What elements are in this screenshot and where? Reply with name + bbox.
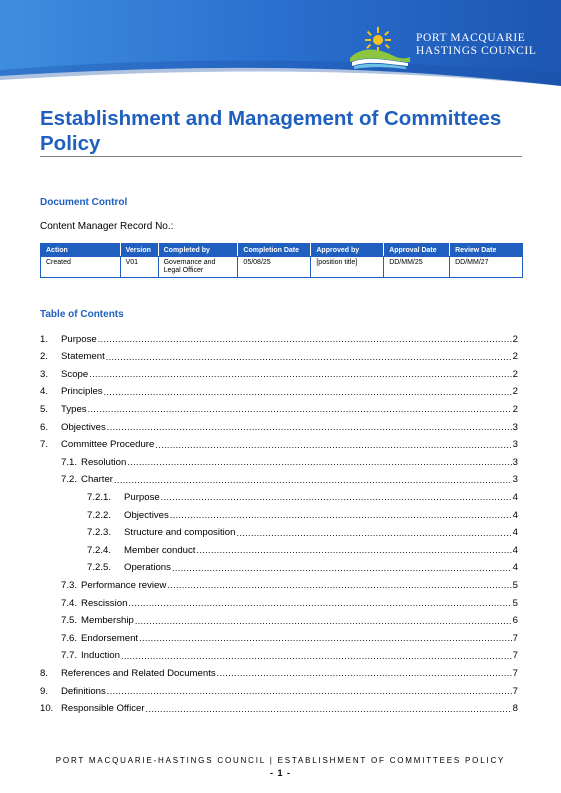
toc-entry[interactable] (40, 684, 518, 698)
toc-entry-title: Purpose (124, 491, 160, 503)
toc-entry-title: Scope (61, 368, 89, 380)
toc-entry-page: 2 (512, 351, 518, 363)
column-header: Approved by (311, 244, 384, 257)
toc-entry[interactable] (40, 526, 518, 540)
toc-entry-number: 9. (40, 685, 49, 697)
toc-entry-page: 5 (512, 579, 518, 591)
toc-heading: Table of Contents (40, 309, 124, 320)
toc-entry-page: 4 (512, 491, 518, 503)
toc-leader-dots (121, 650, 512, 662)
toc-entry-number: 7.2.3. (87, 527, 112, 539)
toc-leader-dots (139, 632, 512, 644)
table-cell: Governance and Legal Officer (158, 257, 238, 278)
council-logo (348, 24, 537, 72)
toc-entry[interactable] (40, 420, 518, 434)
toc-leader-dots (107, 421, 512, 433)
column-header: Completed by (158, 244, 238, 257)
toc-entry-page: 3 (512, 439, 518, 451)
toc-entry[interactable] (40, 561, 518, 575)
toc-entry-page: 5 (512, 597, 518, 609)
toc-entry-title: Performance review (81, 579, 167, 591)
toc-entry-number: 6. (40, 421, 49, 433)
table-row (41, 257, 523, 278)
toc-entry-number: 7. (40, 439, 49, 451)
toc-entry-number: 7.5. (61, 615, 78, 627)
toc-entry[interactable] (40, 578, 518, 592)
toc-entry-number: 7.2. (61, 474, 78, 486)
toc-entry[interactable] (40, 508, 518, 522)
toc-entry[interactable] (40, 455, 518, 469)
table-cell: DD/MM/25 (384, 257, 450, 278)
toc-leader-dots (107, 685, 512, 697)
record-number-label: Content Manager Record No.: (40, 221, 174, 232)
toc-entry-page: 6 (512, 615, 518, 627)
toc-entry-page: 2 (512, 368, 518, 380)
document-control-heading: Document Control (40, 197, 128, 208)
table-cell: 05/08/25 (238, 257, 311, 278)
toc-entry-page: 7 (512, 632, 518, 644)
toc-entry-title: Definitions (61, 685, 106, 697)
toc-entry[interactable] (40, 649, 518, 663)
title-divider (40, 156, 522, 157)
toc-entry-title: Operations (124, 562, 171, 574)
toc-entry-page: 3 (512, 421, 518, 433)
toc-entry-page: 4 (512, 544, 518, 556)
toc-entry-number: 7.3. (61, 579, 78, 591)
column-header: Approval Date (384, 244, 450, 257)
toc-entry-page: 7 (512, 667, 518, 679)
toc-entry[interactable] (40, 543, 518, 557)
toc-entry-number: 5. (40, 403, 49, 415)
toc-entry-title: Purpose (61, 333, 97, 345)
toc-entry[interactable] (40, 438, 518, 452)
toc-leader-dots (114, 474, 512, 486)
table-cell: [position title] (311, 257, 384, 278)
toc-entry-page: 7 (512, 685, 518, 697)
toc-entry[interactable] (40, 666, 518, 680)
toc-entry[interactable] (40, 614, 518, 628)
table-header-row (41, 244, 523, 257)
toc-leader-dots (88, 403, 512, 415)
toc-entry-number: 8. (40, 667, 49, 679)
toc-entry-title: Member conduct (124, 544, 196, 556)
toc-leader-dots (161, 491, 512, 503)
org-name-line2: HASTINGS COUNCIL (416, 45, 537, 57)
toc-entry-title: Committee Procedure (61, 439, 155, 451)
toc-entry[interactable] (40, 473, 518, 487)
column-header: Completion Date (238, 244, 311, 257)
toc-entry[interactable] (40, 631, 518, 645)
toc-entry[interactable] (40, 367, 518, 381)
toc-entry-title: Rescission (81, 597, 128, 609)
toc-leader-dots (170, 509, 512, 521)
toc-entry-number: 7.7. (61, 650, 78, 662)
toc-entry-page: 3 (512, 456, 518, 468)
toc-entry-page: 8 (512, 703, 518, 715)
toc-leader-dots (217, 667, 512, 679)
toc-leader-dots (128, 597, 511, 609)
toc-leader-dots (98, 333, 512, 345)
toc-leader-dots (172, 562, 512, 574)
toc-entry-title: Induction (81, 650, 120, 662)
toc-entry-title: Membership (81, 615, 134, 627)
toc-entry-title: Endorsement (81, 632, 139, 644)
column-header: Review Date (450, 244, 523, 257)
toc-entry[interactable] (40, 702, 518, 716)
toc-entry-number: 7.6. (61, 632, 78, 644)
toc-leader-dots (146, 703, 512, 715)
toc-entry-title: Charter (81, 474, 114, 486)
toc-entry-number: 4. (40, 386, 49, 398)
toc-entry-page: 4 (512, 527, 518, 539)
header-band (0, 0, 561, 86)
toc-entry[interactable] (40, 332, 518, 346)
toc-leader-dots (155, 439, 511, 451)
toc-entry-number: 7.2.5. (87, 562, 112, 574)
toc-entry-page: 3 (512, 474, 518, 486)
toc-entry[interactable] (40, 596, 518, 610)
toc-leader-dots (127, 456, 511, 468)
toc-entry-number: 7.1. (61, 456, 78, 468)
toc-leader-dots (104, 386, 512, 398)
toc-entry-page: 2 (512, 386, 518, 398)
toc-entry-number: 3. (40, 368, 49, 380)
sun-and-hills-icon (348, 26, 412, 70)
toc-entry-number: 7.2.1. (87, 491, 112, 503)
document-control-table (40, 243, 523, 278)
table-cell: Created (41, 257, 121, 278)
toc-leader-dots (89, 368, 511, 380)
toc-leader-dots (167, 579, 511, 591)
toc-entry-number: 2. (40, 351, 49, 363)
toc-entry-page: 2 (512, 333, 518, 345)
toc-entry-page: 7 (512, 650, 518, 662)
toc-entry[interactable] (40, 490, 518, 504)
org-name-line1: PORT MACQUARIE (416, 32, 526, 44)
toc-leader-dots (196, 544, 511, 556)
toc-entry-title: Responsible Officer (61, 703, 145, 715)
toc-leader-dots (135, 615, 512, 627)
toc-entry-page: 2 (512, 403, 518, 415)
toc-entry-number: 1. (40, 333, 49, 345)
toc-entry-page: 4 (512, 509, 518, 521)
table-cell: DD/MM/27 (450, 257, 523, 278)
toc-entry[interactable] (40, 385, 518, 399)
footer-text: PORT MACQUARIE-HASTINGS COUNCIL | ESTABLISHMENT OF COMMITTEES POLICY (55, 756, 506, 765)
table-cell: V01 (120, 257, 158, 278)
toc-entry-number: 10. (40, 703, 54, 715)
toc-entry[interactable] (40, 402, 518, 416)
toc-entry-number: 7.4. (61, 597, 78, 609)
toc-entry-title: Resolution (81, 456, 127, 468)
column-header: Action (41, 244, 121, 257)
toc-entry-title: References and Related Documents (61, 667, 216, 679)
toc-entry-title: Types (61, 403, 87, 415)
toc-entry-page: 4 (512, 562, 518, 574)
page-title: Establishment and Management of Committees Policy (40, 107, 502, 155)
toc-leader-dots (106, 351, 512, 363)
toc-entry-number: 7.2.4. (87, 544, 112, 556)
column-header: Version (120, 244, 158, 257)
toc-entry-title: Objectives (124, 509, 169, 521)
toc-entry-title: Principles (61, 386, 103, 398)
toc-entry-title: Statement (61, 351, 105, 363)
toc-entry[interactable] (40, 350, 518, 364)
page-number: - 1 - (269, 768, 291, 778)
toc-entry-number: 7.2.2. (87, 509, 112, 521)
toc-leader-dots (236, 527, 511, 539)
toc-entry-title: Structure and composition (124, 527, 236, 539)
toc-entry-title: Objectives (61, 421, 106, 433)
